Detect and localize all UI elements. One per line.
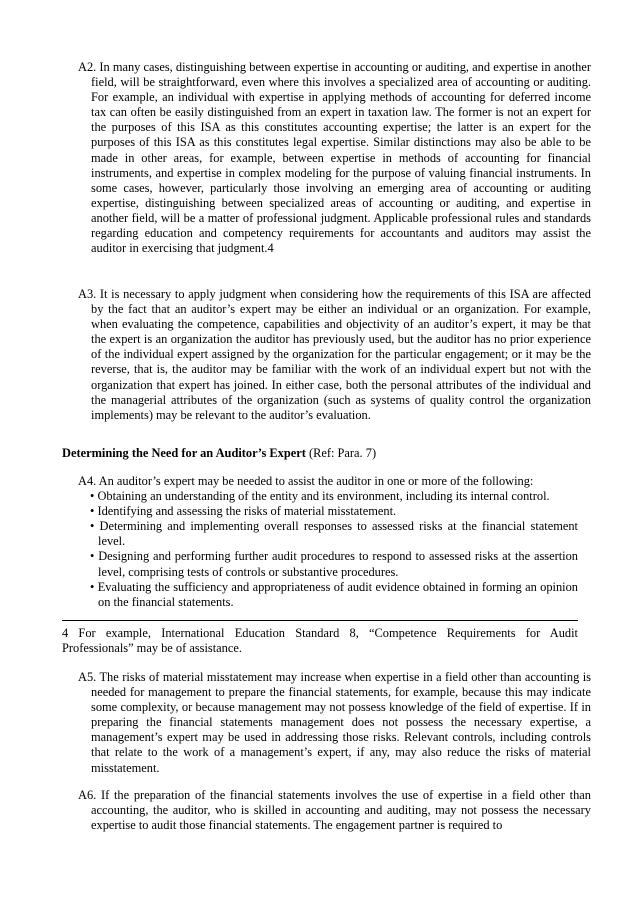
paragraph-a5: A5. The risks of material misstatement may increase when expertise in a field other than accounting is needed for management to prepare the financial statements, for example, because this may indicate some complexity, or because management may not possess knowledge of the field of expertise. If in preparing the financial statements management does not possess the necessary expertise, a management’s expert may be used in addressing those risks. Relevant controls, including controls that relate to the work of a management’s expert, if any, may also reduce the risks of material misstatement. bbox=[78, 670, 591, 775]
footnote: 4 For example, International Education Standard 8, “Competence Requirements for Audit Professionals” may be of assistance. bbox=[62, 626, 578, 656]
a4-bullet-list bbox=[78, 489, 578, 610]
list-item: • Determining and implementing overall responses to assessed risks at the financial statement level. bbox=[78, 519, 578, 549]
paragraph-a3: A3. It is necessary to apply judgment when considering how the requirements of this ISA are affected by the fact that an auditor’s expert may be either an individual or an organization. For example, when evaluating the competence, capabilities and objectivity of an auditor’s expert, it may be that the expert is an organization the auditor has previously used, but the auditor has no prior experience of the individual expert assigned by the organization for the particular engagement; or it may be the reverse, that is, the auditor may be familiar with the work of an individual expert but not with the organization that expert has joined. In either case, both the personal attributes of the individual and the managerial attributes of the organization (such as systems of quality control the organization implements) may be relevant to the auditor’s evaluation. bbox=[78, 287, 591, 422]
a4-lead: A4. An auditor’s expert may be needed to assist the auditor in one or more of the following: bbox=[78, 474, 534, 488]
list-item: • Identifying and assessing the risks of material misstatement. bbox=[78, 504, 578, 519]
heading-reference: (Ref: Para. 7) bbox=[305, 446, 377, 460]
section-heading bbox=[62, 446, 582, 461]
list-item: • Designing and performing further audit procedures to respond to assessed risks at the assertion level, comprising tests of controls or substantive procedures. bbox=[78, 549, 578, 579]
paragraph-a4 bbox=[78, 474, 578, 610]
paragraph-a2: A2. In many cases, distinguishing between expertise in accounting or auditing, and expertise in another field, will be straightforward, even where this involves a specialized area of accounting or auditing. For example, an individual with expertise in applying methods of accounting for deferred income tax can often be easily distinguished from an expert in taxation law. The former is not an expert for the purposes of this ISA as this constitutes accounting expertise; the latter is an expert for the purposes of this ISA as this constitutes legal expertise. Similar distinctions may also be able to be made in other areas, for example, between expertise in methods of accounting for financial instruments, and expertise in complex modeling for the purpose of valuing financial instruments. In some cases, however, particularly those involving an emerging area of accounting or auditing expertise, distinguishing between specialized areas of accounting or auditing, and expertise in another field, will be a matter of professional judgment. Applicable professional rules and standards regarding education and competency requirements for accountants and auditors may assist the auditor in exercising that judgment.4 bbox=[78, 60, 591, 256]
list-item: • Evaluating the sufficiency and appropriateness of audit evidence obtained in forming an opinion on the financial statements. bbox=[78, 580, 578, 610]
heading-title: Determining the Need for an Auditor’s Expert bbox=[62, 446, 306, 460]
footnote-separator bbox=[62, 620, 578, 621]
list-item: • Obtaining an understanding of the entity and its environment, including its internal control. bbox=[78, 489, 578, 504]
paragraph-a6: A6. If the preparation of the financial statements involves the use of expertise in a field other than accounting, the auditor, who is skilled in accounting and auditing, may not possess the necessary expertise to audit those financial statements. The engagement partner is required to bbox=[78, 788, 591, 833]
